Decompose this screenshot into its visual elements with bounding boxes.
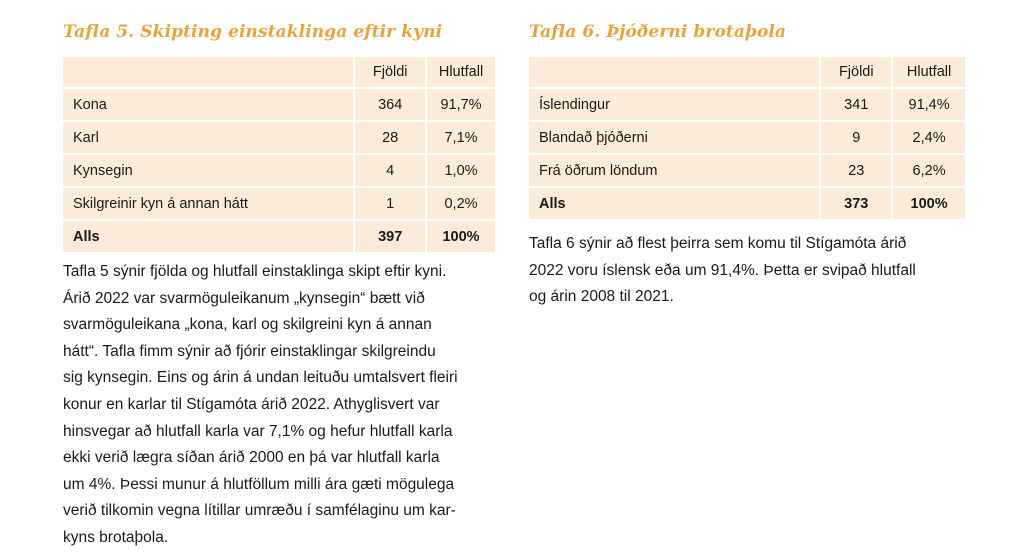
header-cell-percent: Hlutfall	[427, 57, 495, 89]
table-header-row	[63, 57, 495, 89]
row-label: Kynsegin	[63, 155, 355, 188]
table-row	[63, 155, 495, 188]
paragraph-line: hinsvegar að hlutfall karla var 7,1% og hefur hlutfall karla	[63, 422, 453, 440]
row-count: 364	[355, 89, 427, 122]
total-count: 373	[821, 188, 893, 219]
row-percent: 1,0%	[427, 155, 495, 188]
row-count: 9	[821, 122, 893, 155]
table-5	[63, 57, 495, 252]
table-row	[529, 122, 965, 155]
row-percent: 91,4%	[893, 89, 965, 122]
table-total-row	[63, 221, 495, 252]
paragraph-line: kyns brotaþola.	[63, 528, 169, 546]
total-percent: 100%	[427, 221, 495, 252]
paragraph-line: 2022 voru íslensk eða um 91,4%. Þetta er svipað hlutfall	[529, 261, 916, 279]
row-label: Karl	[63, 122, 355, 155]
paragraph-line: og árin 2008 til 2021.	[529, 288, 674, 306]
row-count: 28	[355, 122, 427, 155]
table-row	[529, 89, 965, 122]
table-5-title: Tafla 5. Skipting einstaklinga eftir kyni	[63, 22, 443, 42]
table-header-row	[529, 57, 965, 89]
row-count: 1	[355, 188, 427, 221]
paragraph-line: konur en karlar til Stígamóta árið 2022. Athyglisvert var	[63, 395, 440, 413]
row-label: Frá öðrum löndum	[529, 155, 821, 188]
total-label: Alls	[63, 221, 355, 252]
table-5-description	[63, 259, 499, 552]
table-row	[529, 155, 965, 188]
header-cell-empty	[63, 57, 355, 89]
row-percent: 7,1%	[427, 122, 495, 155]
row-percent: 0,2%	[427, 188, 495, 221]
table-row	[63, 188, 495, 221]
paragraph-line: ekki verið lægra síðan árið 2000 en þá var hlutfall karla	[63, 449, 440, 467]
table-row	[63, 122, 495, 155]
table-6-description	[529, 231, 965, 311]
table-total-row	[529, 188, 965, 219]
paragraph-line: svarmöguleikana „kona, karl og skilgreini kyn á annan	[63, 316, 432, 334]
total-label: Alls	[529, 188, 821, 219]
table-6	[529, 57, 965, 219]
paragraph-line: Tafla 5 sýnir fjölda og hlutfall einstaklinga skipt eftir kyni.	[63, 263, 447, 280]
header-cell-count: Fjöldi	[355, 57, 427, 89]
paragraph-line: Árið 2022 var svarmöguleikanum „kynsegin“ bætt við	[63, 289, 425, 307]
table-row	[63, 89, 495, 122]
row-percent: 91,7%	[427, 89, 495, 122]
row-count: 341	[821, 89, 893, 122]
row-percent: 2,4%	[893, 122, 965, 155]
total-count: 397	[355, 221, 427, 252]
paragraph-line: hátt“. Tafla fimm sýnir að fjórir einstaklingar skilgreindu	[63, 342, 436, 360]
row-label: Skilgreinir kyn á annan hátt	[63, 188, 355, 221]
table-6-title: Tafla 6. Þjóðerni brotaþola	[529, 22, 787, 42]
header-cell-count: Fjöldi	[821, 57, 893, 89]
paragraph-line: Tafla 6 sýnir að flest þeirra sem komu til Stígamóta árið	[529, 235, 907, 252]
row-count: 4	[355, 155, 427, 188]
paragraph-line: um 4%. Þessi munur á hlutföllum milli ára gæti mögulega	[63, 475, 455, 493]
header-cell-percent: Hlutfall	[893, 57, 965, 89]
row-label: Blandað þjóðerni	[529, 122, 821, 155]
header-cell-empty	[529, 57, 821, 89]
row-label: Kona	[63, 89, 355, 122]
paragraph-line: sig kynsegin. Eins og árin á undan leituðu umtalsvert fleiri	[63, 369, 458, 387]
row-count: 23	[821, 155, 893, 188]
row-label: Íslendingur	[529, 89, 821, 122]
row-percent: 6,2%	[893, 155, 965, 188]
paragraph-line: verið tilkomin vegna lítillar umræðu í samfélaginu um kar-	[63, 502, 456, 520]
total-percent: 100%	[893, 188, 965, 219]
